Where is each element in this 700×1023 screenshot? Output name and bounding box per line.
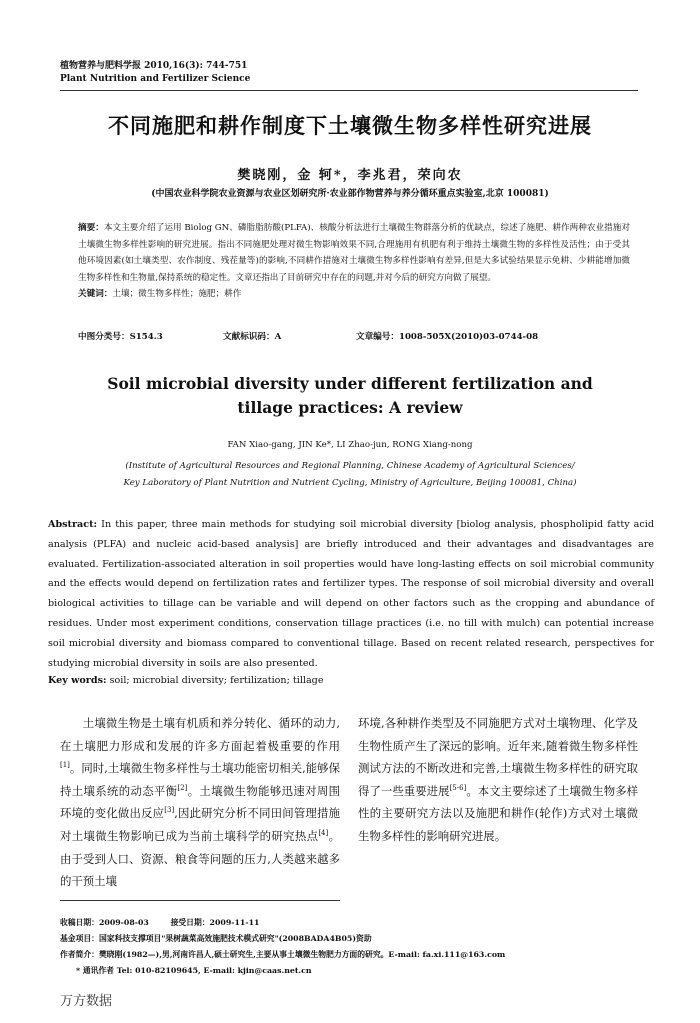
keywords-en-label: Key words: — [48, 675, 107, 686]
accepted-date: 接受日期：2009-11-11 — [170, 918, 260, 927]
keywords-cn-text: 土壤；微生物多样性；施肥；耕作 — [112, 289, 242, 300]
keywords-cn-label: 关键词： — [78, 289, 113, 300]
footnote-author-info: 作者简介：樊晓刚(1982—),男,河南许昌人,硕士研究生,主要从事土壤微生物肥力方面的研究。E-mail: fa.xi.111@163.com — [60, 950, 506, 959]
body-right-a: 环境,各种耕作类型及不同施肥方式对土壤物理、化学及生物性质产生了深远的影响。近年来,随着微生物多样性测试方法的不断改进和完善,土壤微生物多样性的研究取得了一些重要进展 — [358, 716, 638, 798]
abstract-en-text: In this paper, three main methods for studying soil microbial diversity [biolog analysis, phospholipid fatty acid analysis (PLFA) and nucleic acid-based analysis] are briefly introduced and their advantages and disadvantages are evaluated. Fertilization-associated alteration in soil properties would have long-lasting effects on soil microbial community and the effects would depend on fertilization rates and fertilizer types. The response of soil microbial diversity and overall biological activities to tillage can be variable and will depend on other factors such as the cropping and abundance of residues. Under most experiment conditions, conservation tillage practices (i.e. no till with mulch) can potential increase soil microbial diversity and biomass compared to conventional tillage. Based on recent related research, perspectives for studying microbial diversity in soils are also presented. — [48, 519, 654, 669]
english-title-line1: Soil microbial diversity under different fertilization and — [107, 374, 593, 393]
english-affiliation-line2: Key Laboratory of Plant Nutrition and Nutrient Cycling, Ministry of Agriculture, Beijing 100081, China) — [123, 478, 577, 488]
footnote-dates — [60, 915, 660, 931]
citation-3: [3] — [164, 806, 175, 815]
english-keywords — [48, 675, 654, 686]
abstract-cn-text: 本文主要介绍了运用 Biolog GN、磷脂脂肪酸(PLFA)、核酸分析法进行土壤微生物群落分析的优缺点，综述了施肥、耕作两种农业措施对土壤微生物多样性影响的研究进展。指出不同施肥处理对微生物影响效果不同,合理施用有机肥有利于维持土壤微生物的多样性及活性；由于受其他环境因素(如土壤类型、农作制度、残茬量等)的影响,不同耕作措施对土壤微生物多样性影响有差异,但是大多试验结果显示免耕、少耕能增加微生物多样性和生物量,保持系统的稳定性。文章还指出了目前研究中存在的问题,并对今后的研究方向做了展望。 — [78, 223, 630, 283]
english-abstract — [48, 515, 654, 673]
body-right-column — [358, 712, 638, 848]
journal-header — [60, 60, 250, 86]
english-authors: FAN Xiao-gang, JIN Ke*, LI Zhao-jun, RONG Xiang-nong — [227, 440, 473, 450]
watermark-text: 万方数据 — [60, 994, 113, 1009]
footnote-fund: 基金项目：国家科技支撑项目"果树蔬菜高效施肥技术模式研究"(2008BADA4B05)资助 — [60, 934, 372, 943]
citation-1: [1] — [60, 761, 70, 770]
clc-number: 中图分类号：S154.3 — [78, 332, 163, 342]
chinese-abstract — [78, 220, 630, 303]
body-left-c: 。土壤微生物能够迅速对周围环境的变化做出反应 — [60, 783, 340, 821]
citation-5-6: [5-6] — [449, 783, 467, 792]
chinese-affiliation: (中国农业科学院农业资源与农业区划研究所·农业部作物营养与养分循环重点实验室,北京 100081) — [151, 189, 549, 199]
abstract-cn-label: 摘要： — [78, 223, 104, 233]
body-left-column — [60, 712, 340, 893]
body-right-b: 。本文主要综述了土壤微生物多样性的主要研究方法以及施肥和耕作(轮作)方式对土壤微生物多样性的影响研究进展。 — [358, 783, 638, 843]
abstract-en-label: Abstract: — [48, 519, 98, 530]
footnote-corresponding: * 通讯作者 Tel: 010-82109645, E-mail: kjin@caas.net.cn — [76, 966, 312, 975]
english-title-line2: tillage practices: A review — [237, 398, 463, 417]
body-left-e: 。由于受到人口、资源、粮食等问题的压力,人类越来越多的干预土壤 — [60, 828, 340, 889]
english-title — [0, 372, 700, 420]
header-rule — [60, 90, 638, 91]
document-code: 文献标识码：A — [223, 332, 282, 342]
keywords-en-text: soil; microbial diversity; fertilization; tillage — [109, 675, 324, 686]
chinese-authors: 樊晓刚，金 轲*，李兆君，荣向农 — [237, 168, 463, 183]
citation-2: [2] — [177, 783, 188, 792]
footnote-rule — [60, 900, 340, 901]
chinese-title: 不同施肥和耕作制度下土壤微生物多样性研究进展 — [108, 113, 592, 138]
body-left-b: 。同时,土壤微生物多样性与土壤功能密切相关,能够保持土壤系统的动态平衡 — [60, 761, 340, 798]
citation-4: [4] — [318, 829, 329, 838]
article-number: 文章编号：1008-505X(2010)03-0744-08 — [356, 332, 539, 342]
received-date: 收稿日期：2009-08-03 — [60, 918, 149, 927]
journal-citation: 植物营养与肥料学报 2010,16(3): 744-751 — [60, 61, 248, 71]
english-affiliation — [0, 458, 700, 492]
footnotes — [60, 915, 660, 979]
english-affiliation-line1: (Institute of Agricultural Resources and Regional Planning, Chinese Academy of Agricultural Sciences/ — [125, 461, 575, 471]
body-left-a: 土壤微生物是土壤有机质和养分转化、循环的动力,在土壤肥力形成和发展的许多方面起着极重要的作用 — [60, 716, 340, 753]
journal-english-name: Plant Nutrition and Fertilizer Science — [60, 74, 251, 84]
body-left-d: ,因此研究分析不同田间管理措施对土壤微生物影响已成为当前土壤科学的研究热点 — [60, 806, 340, 843]
